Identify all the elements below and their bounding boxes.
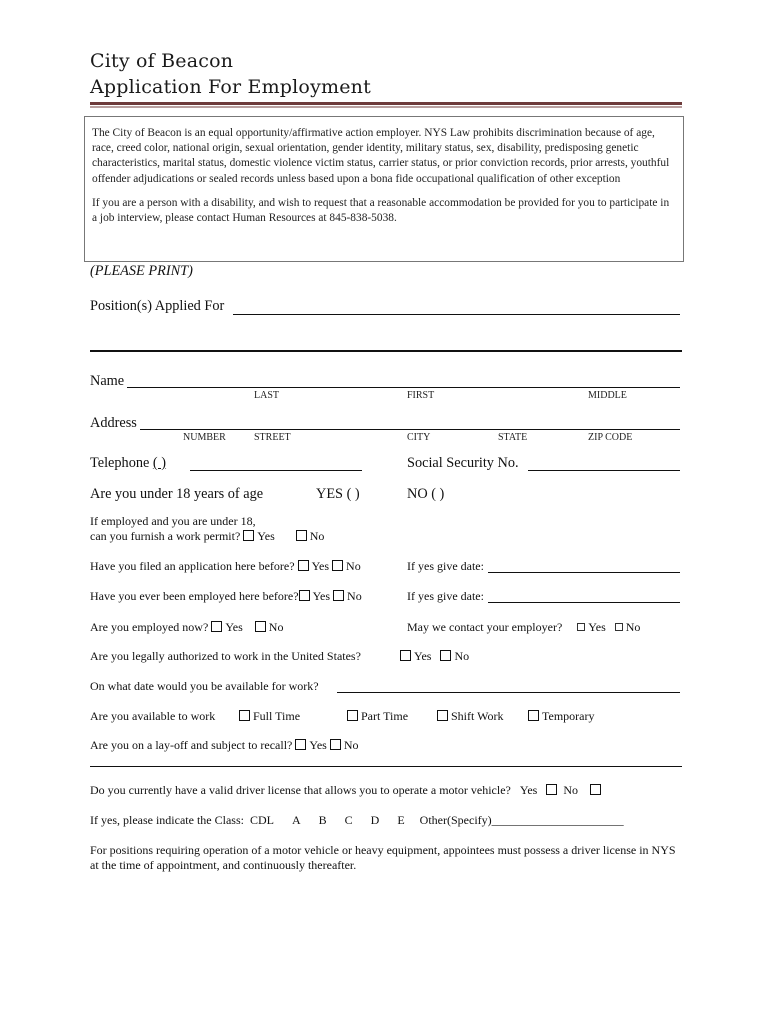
contact-employer-row: May we contact your employer? Yes No <box>407 620 641 634</box>
license-other-field[interactable]: Other(Specify)______________________ <box>419 813 624 827</box>
employed-before-yes-checkbox[interactable] <box>299 590 310 601</box>
city-title: City of Beacon <box>90 50 234 72</box>
full-time-checkbox[interactable] <box>239 710 250 721</box>
position-label: Position(s) Applied For <box>90 298 225 314</box>
address-state-caption: STATE <box>498 432 528 443</box>
availability-full-time[interactable]: Full Time <box>239 709 300 724</box>
name-middle-caption: MIDDLE <box>588 390 627 401</box>
name-input-line[interactable] <box>127 387 680 388</box>
eeo-notice-box <box>84 116 684 262</box>
form-title: Application For Employment <box>90 76 371 98</box>
position-input-line-2[interactable] <box>90 350 682 352</box>
availability-shift-work[interactable]: Shift Work <box>437 709 503 724</box>
employed-now-row: Are you employed now? Yes No <box>90 620 284 634</box>
header-rule-light <box>90 106 682 108</box>
address-street-caption: STREET <box>254 432 291 443</box>
work-permit-line1: If employed and you are under 18, <box>90 514 256 528</box>
authorized-options: Yes No <box>400 649 469 664</box>
part-time-checkbox[interactable] <box>347 710 358 721</box>
filed-yes-checkbox[interactable] <box>298 560 309 571</box>
address-city-caption: CITY <box>407 432 431 443</box>
employed-before-no-checkbox[interactable] <box>333 590 344 601</box>
telephone-label: Telephone ( ) <box>90 455 167 471</box>
availability-part-time[interactable]: Part Time <box>347 709 408 724</box>
driver-license-note: For positions requiring operation of a motor vehicle or heavy equipment, appointees must possess a driver license in NYS at the time of appointment, and continuously thereafter. <box>90 843 676 872</box>
layoff-row: Are you on a lay-off and subject to recall? Yes No <box>90 738 359 752</box>
temporary-checkbox[interactable] <box>528 710 539 721</box>
authorized-no-checkbox[interactable] <box>440 650 451 661</box>
under18-yes[interactable]: YES ( ) <box>316 486 360 502</box>
work-permit-yes-checkbox[interactable] <box>243 530 254 541</box>
header-rule <box>90 102 682 105</box>
available-date-label: On what date would you be available for work? <box>90 679 319 693</box>
accommodation-statement: If you are a person with a disability, and wish to request that a reasonable accommodation be provided for you to participate in a job interview, please contact Human Resources at 845-838-5038. <box>92 196 670 225</box>
employed-before-date-label: If yes give date: <box>407 589 484 603</box>
eeo-statement: The City of Beacon is an equal opportunity/affirmative action employer. NYS Law prohibits discrimination because of age, race, creed color, national origin, sexual orientation, gender identity, military status, sex, disability, predisposing genetic characteristics, marital status, domestic violence victim status, carrier status, or prior conviction records, prior arrests, youthful offender adjudications or sealed records unless based upon a bona fide occupational qualification of other exception <box>92 127 670 185</box>
filed-question-row: Have you filed an application here before? Yes No <box>90 559 361 573</box>
address-label: Address <box>90 415 137 431</box>
employed-now-yes-checkbox[interactable] <box>211 621 222 632</box>
license-class-row: If yes, please indicate the Class: CDL A B C D E Other(Specify)______________________ <box>90 813 624 827</box>
contact-employer-yes-checkbox[interactable] <box>577 623 585 631</box>
work-permit-no-checkbox[interactable] <box>296 530 307 541</box>
layoff-yes-checkbox[interactable] <box>295 739 306 750</box>
license-no-checkbox[interactable] <box>590 784 601 795</box>
section-divider <box>90 766 682 767</box>
filed-date-label: If yes give date: <box>407 559 484 573</box>
authorized-question: Are you legally authorized to work in the United States? <box>90 649 361 663</box>
filed-no-checkbox[interactable] <box>332 560 343 571</box>
availability-temporary[interactable]: Temporary <box>528 709 594 724</box>
employed-before-row: Have you ever been employed here before? Yes No <box>90 589 362 603</box>
name-first-caption: FIRST <box>407 390 435 401</box>
availability-question: Are you available to work <box>90 709 216 723</box>
telephone-area-code: ( ) <box>152 455 167 471</box>
address-number-caption: NUMBER <box>183 432 226 443</box>
work-permit-question: can you furnish a work permit? Yes No <box>90 529 325 543</box>
address-zip-caption: ZIP CODE <box>588 432 633 443</box>
license-yes-checkbox[interactable] <box>546 784 557 795</box>
filed-date-input[interactable] <box>488 572 680 573</box>
under18-no[interactable]: NO ( ) <box>407 486 445 502</box>
available-date-input[interactable] <box>337 692 680 693</box>
layoff-no-checkbox[interactable] <box>330 739 341 750</box>
ssn-input-line[interactable] <box>528 470 680 471</box>
under18-question: Are you under 18 years of age <box>90 486 264 502</box>
name-label: Name <box>90 373 125 389</box>
name-last-caption: LAST <box>254 390 279 401</box>
employed-now-no-checkbox[interactable] <box>255 621 266 632</box>
employed-before-date-input[interactable] <box>488 602 680 603</box>
address-input-line[interactable] <box>140 429 680 430</box>
please-print-label: (PLEASE PRINT) <box>90 263 193 279</box>
shift-work-checkbox[interactable] <box>437 710 448 721</box>
telephone-input-line[interactable] <box>190 470 362 471</box>
ssn-label: Social Security No. <box>407 455 519 471</box>
contact-employer-no-checkbox[interactable] <box>615 623 623 631</box>
license-row: Do you currently have a valid driver license that allows you to operate a motor vehicle? Yes No <box>90 783 604 798</box>
authorized-yes-checkbox[interactable] <box>400 650 411 661</box>
position-input-line[interactable] <box>233 314 680 315</box>
